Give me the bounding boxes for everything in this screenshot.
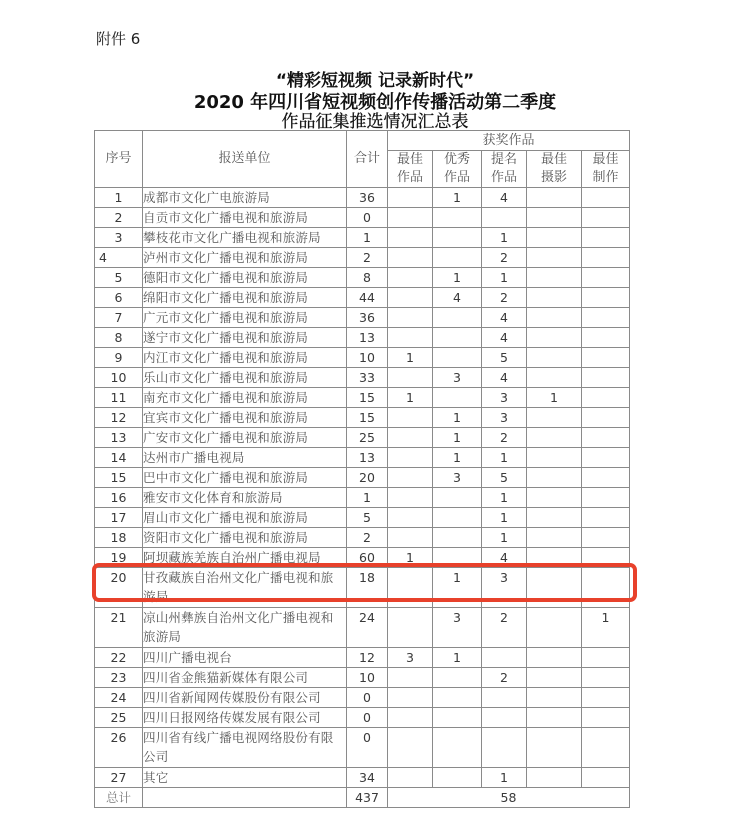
row-index: 20 <box>95 568 143 608</box>
header-best-work <box>388 151 433 188</box>
row-nominated-work: 3 <box>482 568 527 608</box>
row-total: 8 <box>347 268 388 288</box>
row-nominated-work <box>482 688 527 708</box>
row-total: 0 <box>347 728 388 768</box>
row-total: 20 <box>347 468 388 488</box>
row-excellent-work <box>433 308 482 328</box>
row-best-production <box>582 288 630 308</box>
table-row <box>95 468 630 488</box>
row-best-photography <box>527 188 582 208</box>
row-best-photography <box>527 528 582 548</box>
row-nominated-work: 1 <box>482 488 527 508</box>
row-total: 33 <box>347 368 388 388</box>
footer-total: 437 <box>347 788 388 808</box>
row-best-work <box>388 688 433 708</box>
row-best-production <box>582 368 630 388</box>
row-nominated-work: 5 <box>482 348 527 368</box>
row-index: 10 <box>95 368 143 388</box>
table-row <box>95 508 630 528</box>
row-index: 24 <box>95 688 143 708</box>
row-excellent-work: 1 <box>433 568 482 608</box>
row-index: 26 <box>95 728 143 768</box>
row-excellent-work: 3 <box>433 608 482 648</box>
row-best-production <box>582 308 630 328</box>
row-best-production <box>582 448 630 468</box>
row-total: 18 <box>347 568 388 608</box>
row-nominated-work: 2 <box>482 668 527 688</box>
table-row <box>95 668 630 688</box>
row-index: 6 <box>95 288 143 308</box>
header-index: 序号 <box>95 131 143 188</box>
header-excellent-work-label: 优秀作品 <box>443 152 470 185</box>
row-best-work <box>388 728 433 768</box>
header-best-work-label: 最佳作品 <box>396 152 423 185</box>
row-best-photography <box>527 208 582 228</box>
row-excellent-work: 3 <box>433 368 482 388</box>
row-total: 13 <box>347 448 388 468</box>
row-nominated-work: 2 <box>482 608 527 648</box>
row-best-work: 3 <box>388 648 433 668</box>
row-nominated-work: 4 <box>482 328 527 348</box>
row-best-work <box>388 668 433 688</box>
row-index: 9 <box>95 348 143 368</box>
row-excellent-work: 4 <box>433 288 482 308</box>
row-index: 21 <box>95 608 143 648</box>
table-row <box>95 528 630 548</box>
row-best-photography <box>527 688 582 708</box>
row-unit: 凉山州彝族自治州文化广播电视和旅游局 <box>143 608 347 648</box>
row-unit: 巴中市文化广播电视和旅游局 <box>143 468 347 488</box>
row-best-photography <box>527 288 582 308</box>
table-row <box>95 608 630 648</box>
header-excellent-work <box>433 151 482 188</box>
table-row <box>95 768 630 788</box>
row-best-work <box>388 268 433 288</box>
row-best-production <box>582 228 630 248</box>
row-total: 60 <box>347 548 388 568</box>
row-best-production <box>582 268 630 288</box>
row-best-work <box>388 508 433 528</box>
row-unit: 四川省有线广播电视网络股份有限公司 <box>143 728 347 768</box>
row-best-work <box>388 208 433 228</box>
row-nominated-work: 3 <box>482 408 527 428</box>
table-row <box>95 408 630 428</box>
row-index: 8 <box>95 328 143 348</box>
row-unit: 雅安市文化体育和旅游局 <box>143 488 347 508</box>
row-best-work <box>388 468 433 488</box>
row-best-production: 1 <box>582 608 630 648</box>
row-unit: 四川广播电视台 <box>143 648 347 668</box>
table-row <box>95 548 630 568</box>
row-best-photography <box>527 468 582 488</box>
row-best-photography <box>527 488 582 508</box>
row-excellent-work <box>433 328 482 348</box>
row-unit: 甘孜藏族自治州文化广播电视和旅游局 <box>143 568 347 608</box>
row-total: 34 <box>347 768 388 788</box>
row-best-production <box>582 528 630 548</box>
row-best-photography <box>527 728 582 768</box>
table-row <box>95 328 630 348</box>
row-nominated-work: 1 <box>482 528 527 548</box>
row-best-photography <box>527 608 582 648</box>
row-index: 5 <box>95 268 143 288</box>
row-index: 1 <box>95 188 143 208</box>
row-index: 2 <box>95 208 143 228</box>
row-unit: 自贡市文化广播电视和旅游局 <box>143 208 347 228</box>
row-unit: 宜宾市文化广播电视和旅游局 <box>143 408 347 428</box>
row-index: 25 <box>95 708 143 728</box>
row-unit: 四川省金熊猫新媒体有限公司 <box>143 668 347 688</box>
row-best-production <box>582 388 630 408</box>
row-excellent-work <box>433 348 482 368</box>
row-best-work <box>388 608 433 648</box>
row-best-work <box>388 528 433 548</box>
row-best-photography <box>527 448 582 468</box>
row-unit: 资阳市文化广播电视和旅游局 <box>143 528 347 548</box>
row-best-work: 1 <box>388 348 433 368</box>
row-nominated-work <box>482 708 527 728</box>
row-index: 16 <box>95 488 143 508</box>
row-best-work <box>388 308 433 328</box>
row-best-production <box>582 668 630 688</box>
row-total: 0 <box>347 208 388 228</box>
row-nominated-work <box>482 208 527 228</box>
row-best-photography <box>527 708 582 728</box>
row-best-production <box>582 348 630 368</box>
table-row <box>95 388 630 408</box>
row-best-photography <box>527 408 582 428</box>
row-best-photography <box>527 328 582 348</box>
row-excellent-work <box>433 488 482 508</box>
row-index: 18 <box>95 528 143 548</box>
row-excellent-work <box>433 388 482 408</box>
row-best-production <box>582 248 630 268</box>
row-best-photography <box>527 508 582 528</box>
row-unit: 德阳市文化广播电视和旅游局 <box>143 268 347 288</box>
table-row <box>95 308 630 328</box>
row-excellent-work: 1 <box>433 408 482 428</box>
row-index: 13 <box>95 428 143 448</box>
row-best-work: 1 <box>388 548 433 568</box>
row-best-production <box>582 328 630 348</box>
row-excellent-work: 1 <box>433 268 482 288</box>
row-best-production <box>582 728 630 768</box>
row-unit: 攀枝花市文化广播电视和旅游局 <box>143 228 347 248</box>
row-total: 0 <box>347 708 388 728</box>
row-total: 10 <box>347 668 388 688</box>
row-best-production <box>582 568 630 608</box>
row-unit: 四川日报网络传媒发展有限公司 <box>143 708 347 728</box>
row-index: 23 <box>95 668 143 688</box>
row-best-production <box>582 548 630 568</box>
row-excellent-work <box>433 248 482 268</box>
row-total: 10 <box>347 348 388 368</box>
row-total: 1 <box>347 228 388 248</box>
row-excellent-work <box>433 548 482 568</box>
row-best-photography <box>527 548 582 568</box>
row-best-photography <box>527 648 582 668</box>
table-row <box>95 448 630 468</box>
row-best-work <box>388 368 433 388</box>
row-best-work <box>388 568 433 608</box>
row-excellent-work <box>433 728 482 768</box>
row-nominated-work: 2 <box>482 248 527 268</box>
row-excellent-work <box>433 668 482 688</box>
row-best-photography <box>527 228 582 248</box>
row-excellent-work <box>433 208 482 228</box>
table-row <box>95 188 630 208</box>
row-best-production <box>582 688 630 708</box>
row-index: 27 <box>95 768 143 788</box>
footer-label: 总计 <box>95 788 143 808</box>
row-excellent-work: 1 <box>433 188 482 208</box>
row-best-photography <box>527 668 582 688</box>
row-excellent-work <box>433 508 482 528</box>
row-nominated-work: 2 <box>482 428 527 448</box>
row-nominated-work: 1 <box>482 768 527 788</box>
row-best-work <box>388 448 433 468</box>
table-row <box>95 488 630 508</box>
row-nominated-work: 1 <box>482 228 527 248</box>
row-index: 7 <box>95 308 143 328</box>
row-index: 17 <box>95 508 143 528</box>
row-best-photography: 1 <box>527 388 582 408</box>
title-line-1: “精彩短视频 记录新时代” <box>275 71 475 91</box>
row-unit: 南充市文化广播电视和旅游局 <box>143 388 347 408</box>
row-total: 2 <box>347 248 388 268</box>
row-nominated-work <box>482 728 527 768</box>
row-unit: 阿坝藏族羌族自治州广播电视局 <box>143 548 347 568</box>
row-best-work <box>388 408 433 428</box>
row-best-production <box>582 648 630 668</box>
row-index: 12 <box>95 408 143 428</box>
header-best-production <box>582 151 630 188</box>
row-best-photography <box>527 268 582 288</box>
table-footer-row <box>95 788 630 808</box>
row-best-photography <box>527 568 582 608</box>
row-nominated-work: 4 <box>482 368 527 388</box>
row-nominated-work: 5 <box>482 468 527 488</box>
row-best-production <box>582 408 630 428</box>
row-excellent-work <box>433 768 482 788</box>
table-row <box>95 228 630 248</box>
row-best-production <box>582 428 630 448</box>
row-best-work: 1 <box>388 388 433 408</box>
row-total: 5 <box>347 508 388 528</box>
row-unit: 广安市文化广播电视和旅游局 <box>143 428 347 448</box>
row-best-production <box>582 468 630 488</box>
row-index: 3 <box>95 228 143 248</box>
row-excellent-work <box>433 708 482 728</box>
row-total: 36 <box>347 308 388 328</box>
header-nominated-work <box>482 151 527 188</box>
row-nominated-work: 1 <box>482 508 527 528</box>
row-best-photography <box>527 308 582 328</box>
table-row <box>95 368 630 388</box>
row-index: 14 <box>95 448 143 468</box>
row-best-work <box>388 768 433 788</box>
row-nominated-work: 3 <box>482 388 527 408</box>
row-unit: 内江市文化广播电视和旅游局 <box>143 348 347 368</box>
row-total: 2 <box>347 528 388 548</box>
footer-awards-total: 58 <box>388 788 630 808</box>
row-total: 25 <box>347 428 388 448</box>
table-row <box>95 728 630 768</box>
header-best-photography <box>527 151 582 188</box>
row-best-photography <box>527 368 582 388</box>
row-best-photography <box>527 428 582 448</box>
row-best-work <box>388 488 433 508</box>
row-unit: 四川省新闻网传媒股份有限公司 <box>143 688 347 708</box>
row-best-work <box>388 428 433 448</box>
row-best-photography <box>527 348 582 368</box>
row-total: 1 <box>347 488 388 508</box>
row-unit: 乐山市文化广播电视和旅游局 <box>143 368 347 388</box>
table-row <box>95 428 630 448</box>
row-nominated-work: 1 <box>482 448 527 468</box>
row-index: 15 <box>95 468 143 488</box>
row-best-production <box>582 208 630 228</box>
row-excellent-work: 3 <box>433 468 482 488</box>
row-unit: 遂宁市文化广播电视和旅游局 <box>143 328 347 348</box>
row-index: 19 <box>95 548 143 568</box>
row-total: 15 <box>347 408 388 428</box>
row-total: 36 <box>347 188 388 208</box>
row-unit: 广元市文化广播电视和旅游局 <box>143 308 347 328</box>
row-total: 13 <box>347 328 388 348</box>
row-total: 44 <box>347 288 388 308</box>
row-unit: 泸州市文化广播电视和旅游局 <box>143 248 347 268</box>
table-row <box>95 268 630 288</box>
header-total: 合计 <box>347 131 388 188</box>
row-total: 12 <box>347 648 388 668</box>
row-best-work <box>388 708 433 728</box>
row-best-work <box>388 328 433 348</box>
row-best-work <box>388 228 433 248</box>
table-row <box>95 688 630 708</box>
row-best-work <box>388 248 433 268</box>
table-row <box>95 248 630 268</box>
header-nominated-work-label: 提名作品 <box>490 152 517 185</box>
row-nominated-work: 1 <box>482 268 527 288</box>
row-best-work <box>388 288 433 308</box>
row-excellent-work: 1 <box>433 448 482 468</box>
title-line-3: 作品征集推选情况汇总表 <box>281 112 469 132</box>
table-row <box>95 288 630 308</box>
row-best-production <box>582 708 630 728</box>
table-row <box>95 568 630 608</box>
row-unit: 眉山市文化广播电视和旅游局 <box>143 508 347 528</box>
table-row <box>95 708 630 728</box>
footer-unit-empty <box>143 788 347 808</box>
row-index: 4 <box>95 248 143 268</box>
row-unit: 绵阳市文化广播电视和旅游局 <box>143 288 347 308</box>
table-row <box>95 208 630 228</box>
row-nominated-work: 4 <box>482 308 527 328</box>
row-nominated-work <box>482 648 527 668</box>
title-line-2: 2020 年四川省短视频创作传播活动第二季度 <box>193 92 557 113</box>
row-unit: 达州市广播电视局 <box>143 448 347 468</box>
row-excellent-work <box>433 228 482 248</box>
attachment-label: 附件 6 <box>96 30 141 48</box>
row-index: 11 <box>95 388 143 408</box>
row-nominated-work: 4 <box>482 188 527 208</box>
summary-table <box>94 130 630 808</box>
row-total: 0 <box>347 688 388 708</box>
row-excellent-work <box>433 688 482 708</box>
row-best-photography <box>527 248 582 268</box>
row-best-photography <box>527 768 582 788</box>
row-unit: 成都市文化广电旅游局 <box>143 188 347 208</box>
row-best-production <box>582 508 630 528</box>
row-best-work <box>388 188 433 208</box>
row-nominated-work: 4 <box>482 548 527 568</box>
row-total: 15 <box>347 388 388 408</box>
table-row <box>95 348 630 368</box>
row-best-production <box>582 188 630 208</box>
table-row <box>95 648 630 668</box>
row-total: 24 <box>347 608 388 648</box>
row-excellent-work <box>433 528 482 548</box>
row-unit: 其它 <box>143 768 347 788</box>
header-best-photography-label: 最佳摄影 <box>540 152 567 185</box>
row-excellent-work: 1 <box>433 428 482 448</box>
header-unit: 报送单位 <box>143 131 347 188</box>
row-best-production <box>582 768 630 788</box>
row-excellent-work: 1 <box>433 648 482 668</box>
row-index: 22 <box>95 648 143 668</box>
row-best-production <box>582 488 630 508</box>
header-awards-group: 获奖作品 <box>388 131 630 151</box>
header-best-production-label: 最佳制作 <box>592 152 619 185</box>
row-nominated-work: 2 <box>482 288 527 308</box>
